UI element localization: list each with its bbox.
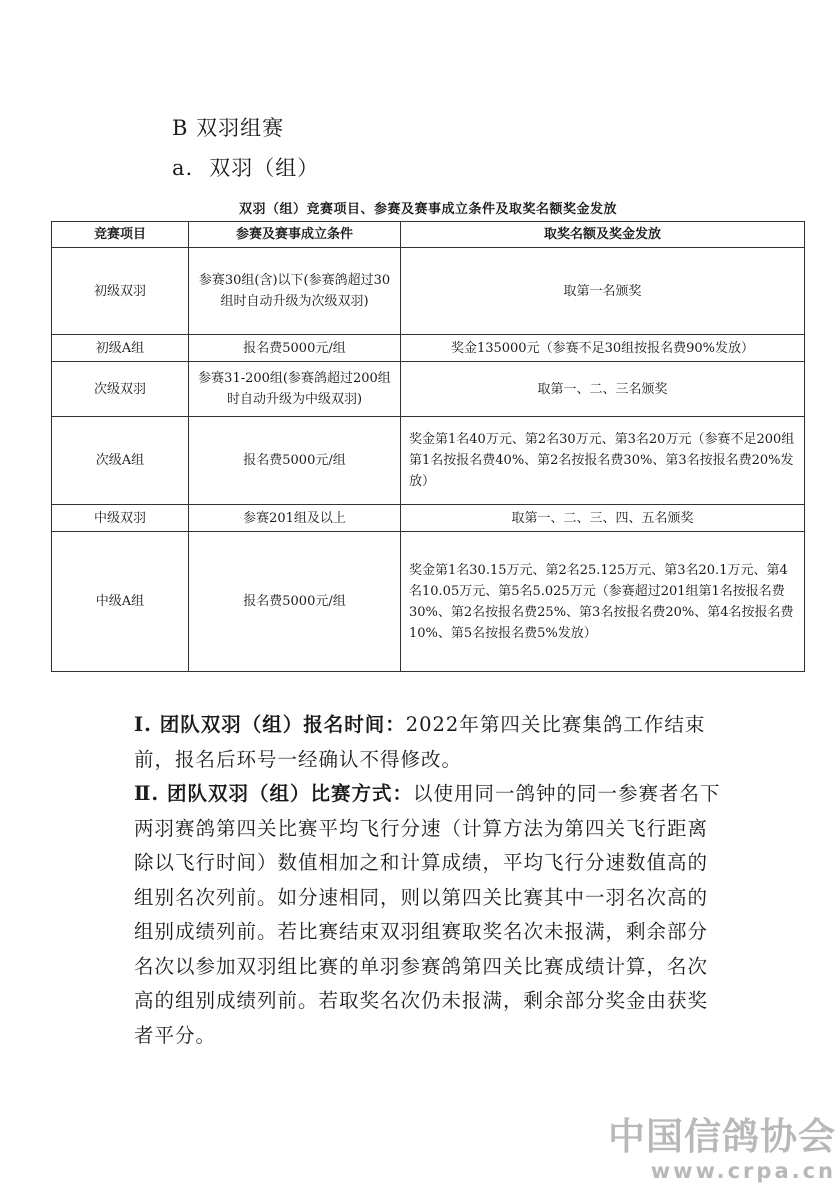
watermark-name: 中国信鸽协会 <box>608 1115 836 1158</box>
section-title: B 双羽组赛 <box>172 116 285 140</box>
watermark-url: www.crpa.cn <box>650 1159 836 1183</box>
table-row <box>52 532 805 672</box>
table-row <box>52 335 805 362</box>
table-header-row <box>52 222 805 248</box>
watermark-logo <box>600 1115 836 1183</box>
cell-conditions: 参赛201组及以上 <box>189 505 401 532</box>
cell-conditions: 参赛30组(含)以下(参赛鸽超过30组时自动升级为次级双羽) <box>189 248 401 335</box>
subsection-text: 双羽（组） <box>209 156 320 180</box>
cell-conditions: 报名费5000元/组 <box>189 335 401 362</box>
table-row <box>52 505 805 532</box>
cell-event: 次级双羽 <box>52 362 189 417</box>
cell-awards: 取第一、二、三、四、五名颁奖 <box>401 505 805 532</box>
table-caption: 双羽（组）竞赛项目、参赛及赛事成立条件及取奖名额奖金发放 <box>238 202 617 217</box>
registration-time-text: 2022年第四关比赛集鸽工作结束前，报名后环号一经确认不得修改。 <box>134 713 706 771</box>
cell-awards: 取第一、二、三名颁奖 <box>401 362 805 417</box>
awards-table <box>51 221 805 672</box>
registration-time-label: Ⅰ. 团队双羽（组）报名时间： <box>134 713 406 736</box>
cell-event: 中级A组 <box>52 532 189 672</box>
competition-method-paragraph <box>134 777 724 1053</box>
cell-conditions: 报名费5000元/组 <box>189 417 401 505</box>
cell-awards: 奖金135000元（参赛不足30组按报名费90%发放） <box>401 335 805 362</box>
table-row <box>52 248 805 335</box>
registration-time-paragraph <box>134 708 724 777</box>
cell-awards: 奖金第1名30.15万元、第2名25.125万元、第3名20.1万元、第4名10.05万元、第5名5.025万元（参赛超过201组第1名按报名费30%、第2名按报名费25%、第3名按报名费20%、第4名按报名费10%、第5名按报名费5%发放） <box>401 532 805 672</box>
cell-conditions: 报名费5000元/组 <box>189 532 401 672</box>
cell-event: 中级双羽 <box>52 505 189 532</box>
header-event: 竞赛项目 <box>52 222 189 248</box>
cell-awards: 奖金第1名40万元、第2名30万元、第3名20万元（参赛不足200组第1名按报名费40%、第2名按报名费30%、第3名按报名费20%发放） <box>401 417 805 505</box>
cell-event: 初级双羽 <box>52 248 189 335</box>
table-row <box>52 417 805 505</box>
cell-event: 初级A组 <box>52 335 189 362</box>
competition-method-label: Ⅱ. 团队双羽（组）比赛方式： <box>134 782 414 805</box>
subsection-label: a. <box>172 156 194 180</box>
subsection-title <box>172 152 319 182</box>
cell-event: 次级A组 <box>52 417 189 505</box>
header-conditions: 参赛及赛事成立条件 <box>189 222 401 248</box>
cell-awards: 取第一名颁奖 <box>401 248 805 335</box>
cell-conditions: 参赛31-200组(参赛鸽超过200组时自动升级为中级双羽) <box>189 362 401 417</box>
competition-method-text: 以使用同一鸽钟的同一参赛者名下两羽赛鸽第四关比赛平均飞行分速（计算方法为第四关飞行距离除以飞行时间）数值相加之和计算成绩，平均飞行分速数值高的组别名次列前。如分速相同，则以第四关比赛其中一羽名次高的组别成绩列前。若比赛结束双羽组赛取奖名次未报满，剩余部分名次以参加双羽组比赛的单羽参赛鸽第四关比赛成绩计算，名次高的组别成绩列前。若取奖名次仍未报满，剩余部分奖金由获奖者平分。 <box>134 782 721 1047</box>
table-row <box>52 362 805 417</box>
header-awards: 取奖名额及奖金发放 <box>401 222 805 248</box>
